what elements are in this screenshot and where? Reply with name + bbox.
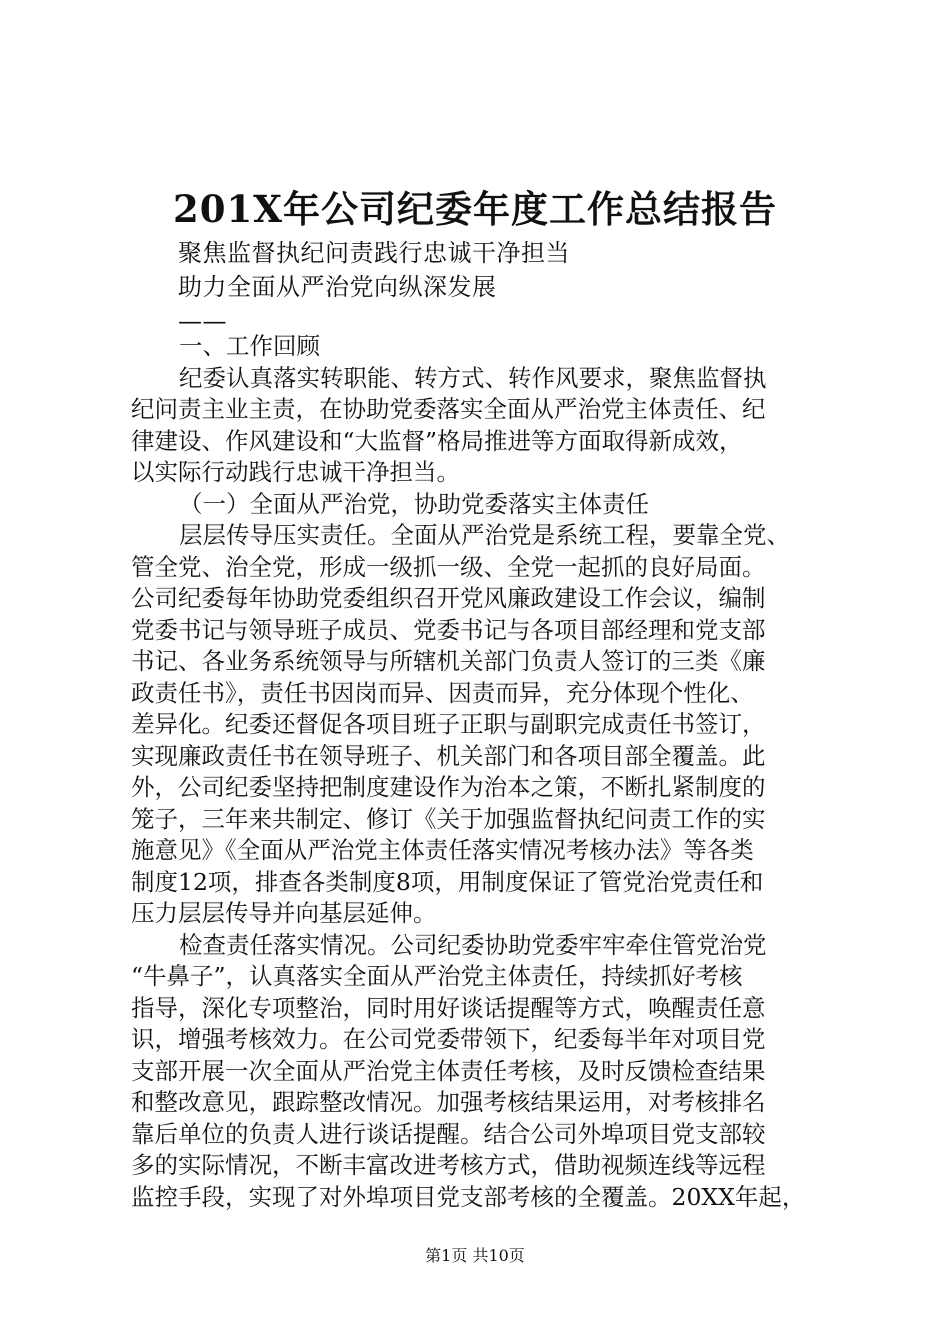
subtitle-line: 聚焦监督执纪问责践行忠诚干净担当 [178, 239, 570, 267]
paragraph-line: 纪问责主业主责，在协助党委落实全面从严治党主体责任、纪 [131, 395, 766, 423]
paragraph-line: 党委书记与领导班子成员、党委书记与各项目部经理和党支部 [131, 615, 766, 644]
subtitle-line: 助力全面从严治党向纵深发展 [178, 273, 497, 301]
body-text [131, 331, 831, 1213]
paragraph-line: 指导，深化专项整治，同时用好谈话提醒等方式，唤醒责任意 [131, 993, 766, 1022]
paragraph-line: 和整改意见，跟踪整改情况。加强考核结果运用，对考核排名 [131, 1088, 766, 1116]
paragraph-line: 检查责任落实情况。公司纪委协助党委牢牢牵住管党治党 [179, 930, 767, 959]
subtitle-block [178, 236, 570, 338]
paragraph-line: “牛鼻子”，认真落实全面从严治党主体责任，持续抓好考核 [131, 962, 743, 990]
paragraph-line: 压力层层传导并向基层延伸。 [131, 899, 437, 927]
paragraph-line: 外，公司纪委坚持把制度建设作为治本之策，不断扎紧制度的 [131, 773, 766, 801]
paragraph-line: 管全党、治全党，形成一级抓一级、全党一起抓的良好局面。 [131, 552, 766, 581]
paragraph-line: 监控手段，实现了对外埠项目党支部考核的全覆盖。20XX年起， [131, 1182, 806, 1211]
page-number-footer: 第1页 共10页 [425, 1246, 525, 1265]
paragraph-line: 纪委认真落实转职能、转方式、转作风要求，聚焦监督执 [179, 363, 767, 392]
paragraph-line: 层层传导压实责任。全面从严治党是系统工程，要靠全党、 [179, 521, 790, 549]
subtitle-dash: —— [178, 307, 227, 335]
section-heading: 一、工作回顾 [179, 332, 320, 360]
paragraph-line: 施意见》《全面从严治党主体责任落实情况考核办法》等各类 [131, 836, 754, 864]
paragraph-line: 实现廉政责任书在领导班子、机关部门和各项目部全覆盖。此 [131, 741, 766, 770]
document-title: 201X年公司纪委年度工作总结报告 [173, 187, 777, 231]
paragraph-line: 支部开展一次全面从严治党主体责任考核，及时反馈检查结果 [131, 1056, 766, 1085]
subsection-heading: （一）全面从严治党，协助党委落实主体责任 [179, 489, 649, 518]
paragraph-line: 书记、各业务系统领导与所辖机关部门负责人签订的三类《廉 [131, 647, 766, 675]
paragraph-line: 识，增强考核效力。在公司党委带领下，纪委每半年对项目党 [131, 1025, 766, 1053]
paragraph-line: 靠后单位的负责人进行谈话提醒。结合公司外埠项目党支部较 [131, 1119, 766, 1148]
paragraph-line: 制度12项，排查各类制度8项，用制度保证了管党治党责任和 [131, 867, 764, 896]
paragraph-line: 多的实际情况，不断丰富改进考核方式，借助视频连线等远程 [131, 1151, 766, 1179]
paragraph-line: 律建设、作风建设和“大监督”格局推进等方面取得新成效， [131, 426, 743, 455]
paragraph-line: 公司纪委每年协助党委组织召开党风廉政建设工作会议，编制 [131, 584, 766, 612]
paragraph-line: 政责任书》，责任书因岗而异、因责而异，充分体现个性化、 [131, 678, 754, 707]
paragraph-line: 以实际行动践行忠诚干净担当。 [131, 458, 460, 486]
paragraph-line: 差异化。纪委还督促各项目班子正职与副职完成责任书签订， [131, 710, 766, 738]
paragraph-line: 笼子，三年来共制定、修订《关于加强监督执纪问责工作的实 [131, 804, 766, 833]
